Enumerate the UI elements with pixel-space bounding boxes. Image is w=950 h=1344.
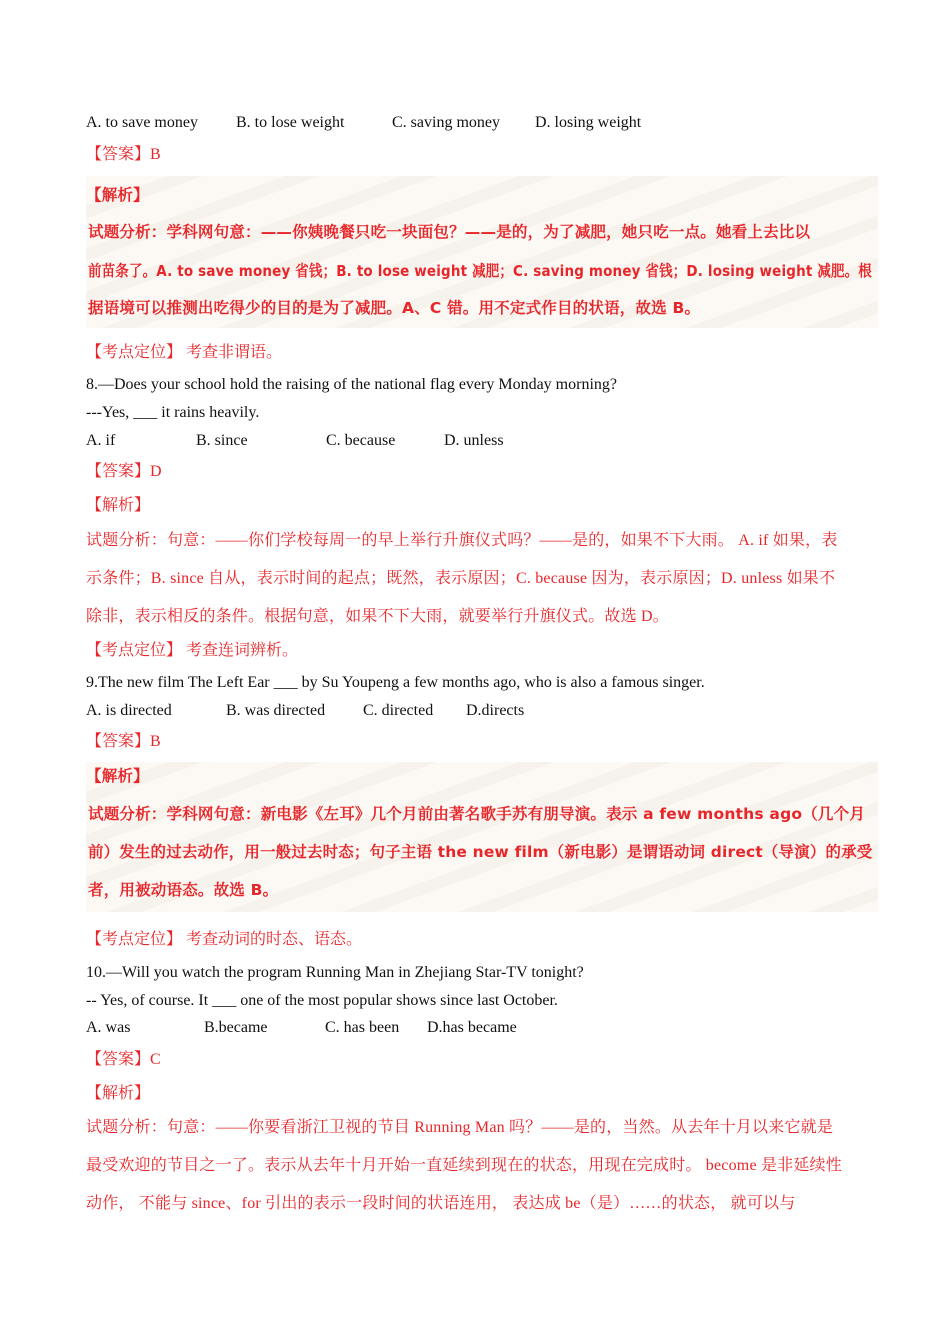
q7-option-a: A. to save money xyxy=(86,114,198,131)
q8-analysis-line-2: 示条件；B. since 自从，表示时间的起点；既然，表示原因；C. because 因为，表示原因；D. unless 如果不 xyxy=(86,570,836,587)
q8-option-c: C. because xyxy=(326,432,396,449)
q9-option-d: D.directs xyxy=(466,702,525,719)
q10-reply: -- Yes, of course. It ___ one of the most popular shows since last October. xyxy=(86,992,558,1009)
q9-answer: 【答案】B xyxy=(86,733,161,750)
q7-point: 【考点定位】 考查非谓语。 xyxy=(86,344,283,361)
q9-option-a: A. is directed xyxy=(86,702,172,719)
q10-question: 10.—Will you watch the program Running Man in Zhejiang Star-TV tonight? xyxy=(86,964,584,981)
q10-option-d: D.has became xyxy=(427,1019,517,1036)
q10-analysis-line-1: 试题分析：句意：——你要看浙江卫视的节目 Running Man 吗？——是的，当然。从去年十月以来它就是 xyxy=(86,1119,834,1136)
q9-question: 9.The new film The Left Ear ___ by Su Youpeng a few months ago, who is also a famous singer. xyxy=(86,674,705,691)
q7-answer: 【答案】B xyxy=(86,146,161,163)
q9-analysis-label: 【解析】 xyxy=(86,767,149,785)
q10-analysis-line-2: 最受欢迎的节目之一了。表示从去年十月开始一直延续到现在的状态，用现在完成时。 become 是非延续性 xyxy=(86,1157,842,1174)
q7-analysis-label: 【解析】 xyxy=(86,186,149,204)
q8-reply: ---Yes, ___ it rains heavily. xyxy=(86,404,260,421)
q7-analysis-line-1: 试题分析：学科网句意：——你姨晚餐只吃一块面包？——是的，为了减肥，她只吃一点。她看上去比以 xyxy=(88,223,811,241)
q9-analysis-line-1: 试题分析：学科网句意：新电影《左耳》几个月前由著名歌手苏有朋导演。表示 a few months ago（几个月 xyxy=(88,805,866,823)
q8-option-b: B. since xyxy=(196,432,248,449)
q10-option-c: C. has been xyxy=(325,1019,400,1036)
q8-option-a: A. if xyxy=(86,432,116,449)
q8-question: 8.—Does your school hold the raising of the national flag every Monday morning? xyxy=(86,376,617,393)
q9-option-c: C. directed xyxy=(363,702,434,719)
q10-answer: 【答案】C xyxy=(86,1051,161,1068)
q9-analysis-line-2: 前）发生的过去动作，用一般过去时态；句子主语 the new film（新电影）是谓语动词 direct（导演）的承受 xyxy=(88,843,873,861)
q8-point: 【考点定位】 考查连词辨析。 xyxy=(86,642,299,659)
q7-option-b: B. to lose weight xyxy=(236,114,345,131)
q8-analysis-line-3: 除非，表示相反的条件。根据句意，如果不下大雨，就要举行升旗仪式。故选 D。 xyxy=(86,608,669,625)
q8-analysis-line-1: 试题分析：句意：——你们学校每周一的早上举行升旗仪式吗？——是的，如果不下大雨。 A. if 如果，表 xyxy=(86,532,838,549)
q9-point: 【考点定位】 考查动词的时态、语态。 xyxy=(86,931,363,948)
q7-option-d: D. losing weight xyxy=(535,114,642,131)
q10-option-a: A. was xyxy=(86,1019,131,1036)
q8-answer: 【答案】D xyxy=(86,463,162,480)
q8-analysis-label: 【解析】 xyxy=(86,497,151,514)
q9-option-b: B. was directed xyxy=(226,702,326,719)
q7-analysis-line-3: 据语境可以推测出吃得少的目的是为了减肥。A、C 错。用不定式作目的状语，故选 B。 xyxy=(88,299,701,317)
q7-analysis-line-2: 前苗条了。A. to save money 省钱；B. to lose weight 减肥；C. saving money 省钱；D. losing weight 减肥。根 xyxy=(88,262,872,280)
q9-analysis-line-3: 者，用被动语态。故选 B。 xyxy=(88,881,279,899)
q8-option-d: D. unless xyxy=(444,432,504,449)
q10-analysis-label: 【解析】 xyxy=(86,1085,151,1102)
q7-option-c: C. saving money xyxy=(392,114,500,131)
q10-analysis-line-3: 动作， 不能与 since、for 引出的表示一段时间的状语连用， 表达成 be（是）……的状态， 就可以与 xyxy=(86,1195,796,1212)
q10-option-b: B.became xyxy=(204,1019,268,1036)
